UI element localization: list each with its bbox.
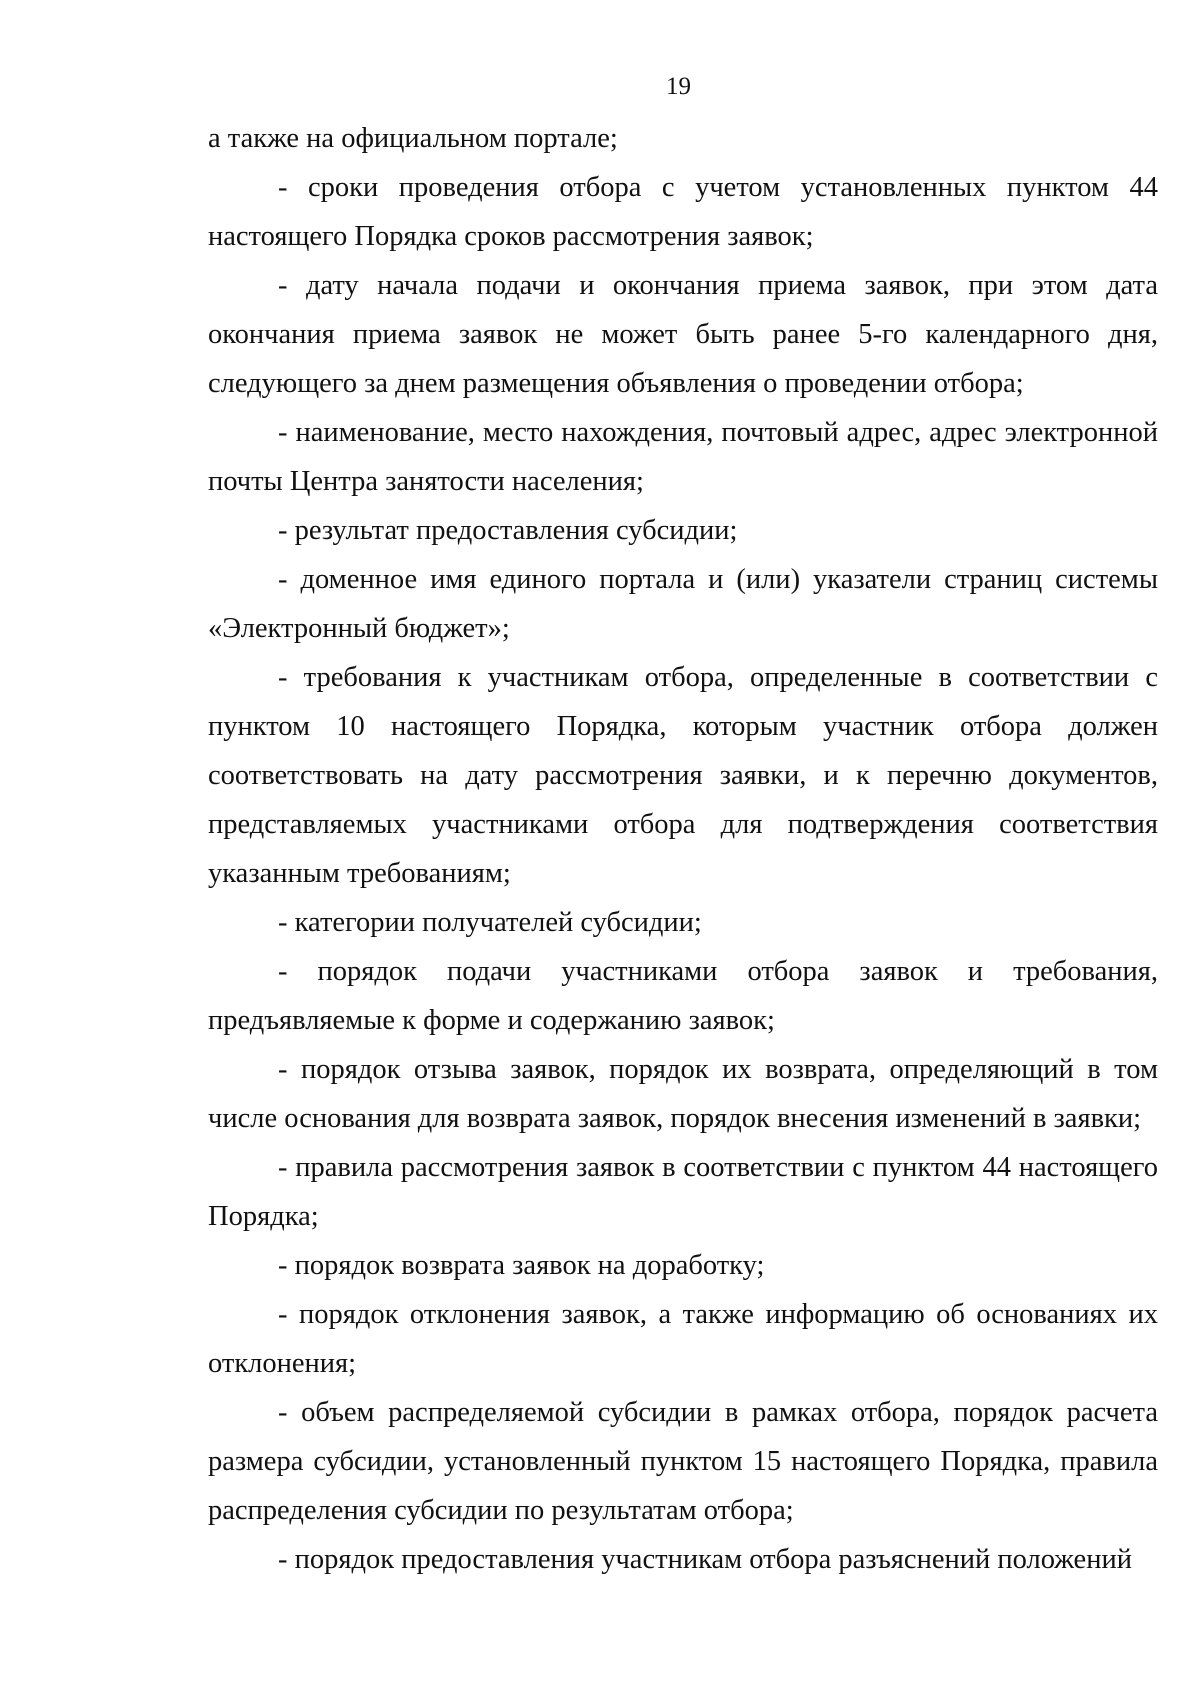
paragraph-continuation: а также на официальном портале; — [208, 123, 618, 154]
list-item-rejection-procedure: - порядок отклонения заявок, а также информацию об основаниях их отклонения; — [208, 1299, 1158, 1379]
list-item-participant-requirements: - требования к участникам отбора, определенные в соответствии с пунктом 10 настоящего Порядка, которым участник отбора должен соответствовать на дату рассмотрения заявки, и к перечню документов, представляемых участниками отбора для подтверждения соответствия указанным требованиям; — [208, 662, 1158, 889]
document-body — [208, 114, 1158, 1584]
page-number: 19 — [666, 73, 691, 100]
list-item-selection-timeline: - сроки проведения отбора с учетом установленных пунктом 44 настоящего Порядка сроков рассмотрения заявок; — [208, 172, 1158, 252]
list-item-withdrawal-procedure: - порядок отзыва заявок, порядок их возврата, определяющий в том числе основания для возврата заявок, порядок внесения изменений в заявки; — [208, 1054, 1158, 1134]
list-item-center-contacts: - наименование, место нахождения, почтовый адрес, адрес электронной почты Центра занятости населения; — [208, 417, 1158, 497]
list-item-subsidy-result: - результат предоставления субсидии; — [278, 515, 738, 546]
list-item-clarification-procedure: - порядок предоставления участникам отбора разъяснений положений — [278, 1544, 1132, 1575]
list-item-submission-procedure: - порядок подачи участниками отбора заявок и требования, предъявляемые к форме и содержанию заявок; — [208, 956, 1158, 1036]
list-item-subsidy-volume: - объем распределяемой субсидии в рамках отбора, порядок расчета размера субсидии, установленный пунктом 15 настоящего Порядка, правила распределения субсидии по результатам отбора; — [208, 1397, 1158, 1526]
list-item-review-rules: - правила рассмотрения заявок в соответствии с пунктом 44 настоящего Порядка; — [208, 1152, 1158, 1232]
list-item-revision-return: - порядок возврата заявок на доработку; — [278, 1250, 765, 1281]
list-item-portal-domain: - доменное имя единого портала и (или) указатели страниц системы «Электронный бюджет»; — [208, 564, 1158, 644]
list-item-application-dates: - дату начала подачи и окончания приема заявок, при этом дата окончания приема заявок не может быть ранее 5-го календарного дня, следующего за днем размещения объявления о проведении отбора; — [208, 270, 1158, 399]
list-item-recipient-categories: - категории получателей субсидии; — [278, 907, 702, 938]
